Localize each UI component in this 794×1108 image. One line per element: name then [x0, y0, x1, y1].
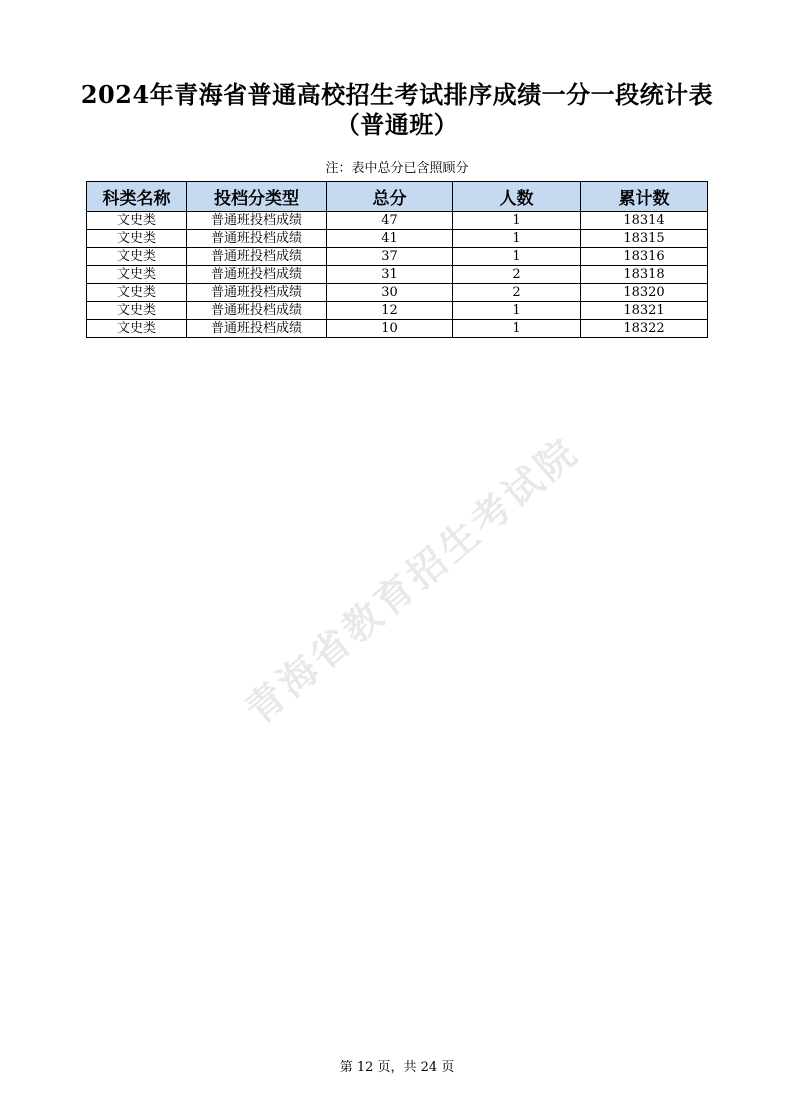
cell-category: 文史类 [87, 266, 187, 284]
cell-score-type: 普通班投档成绩 [187, 212, 327, 230]
cell-score-type: 普通班投档成绩 [187, 230, 327, 248]
cell-cumulative: 18318 [581, 266, 708, 284]
header-score-type: 投档分类型 [187, 182, 327, 212]
cell-count: 1 [453, 248, 581, 266]
page-title: 2024年青海省普通高校招生考试排序成绩一分一段统计表 [80, 80, 714, 109]
header-count: 人数 [453, 182, 581, 212]
table-row [87, 266, 708, 284]
cell-cumulative: 18321 [581, 302, 708, 320]
cell-total-score: 31 [327, 266, 453, 284]
cell-count: 1 [453, 230, 581, 248]
header-total-score: 总分 [327, 182, 453, 212]
cell-total-score: 12 [327, 302, 453, 320]
table-row [87, 320, 708, 338]
cell-score-type: 普通班投档成绩 [187, 320, 327, 338]
table-row [87, 248, 708, 266]
cell-score-type: 普通班投档成绩 [187, 284, 327, 302]
cell-category: 文史类 [87, 302, 187, 320]
cell-cumulative: 18320 [581, 284, 708, 302]
cell-count: 1 [453, 212, 581, 230]
cell-count: 1 [453, 302, 581, 320]
page-subtitle: （普通班） [335, 110, 459, 139]
table-row [87, 284, 708, 302]
table-header-row [87, 182, 708, 212]
cell-total-score: 41 [327, 230, 453, 248]
table-row [87, 212, 708, 230]
cell-category: 文史类 [87, 320, 187, 338]
table-row [87, 302, 708, 320]
cell-category: 文史类 [87, 284, 187, 302]
cell-category: 文史类 [87, 248, 187, 266]
score-distribution-table [86, 181, 708, 338]
cell-category: 文史类 [87, 230, 187, 248]
cell-total-score: 37 [327, 248, 453, 266]
cell-cumulative: 18322 [581, 320, 708, 338]
page-footer: 第 12 页，共 24 页 [339, 1060, 455, 1075]
table-row [87, 230, 708, 248]
cell-cumulative: 18316 [581, 248, 708, 266]
cell-cumulative: 18315 [581, 230, 708, 248]
cell-category: 文史类 [87, 212, 187, 230]
cell-score-type: 普通班投档成绩 [187, 302, 327, 320]
table-note: 注：表中总分已含照顾分 [325, 161, 469, 176]
cell-score-type: 普通班投档成绩 [187, 248, 327, 266]
cell-cumulative: 18314 [581, 212, 708, 230]
cell-total-score: 30 [327, 284, 453, 302]
cell-count: 2 [453, 284, 581, 302]
cell-count: 1 [453, 320, 581, 338]
cell-score-type: 普通班投档成绩 [187, 266, 327, 284]
cell-total-score: 47 [327, 212, 453, 230]
header-cumulative: 累计数 [581, 182, 708, 212]
cell-total-score: 10 [327, 320, 453, 338]
header-category: 科类名称 [87, 182, 187, 212]
cell-count: 2 [453, 266, 581, 284]
watermark-text: 青海省教育招生考试院 [236, 428, 588, 733]
